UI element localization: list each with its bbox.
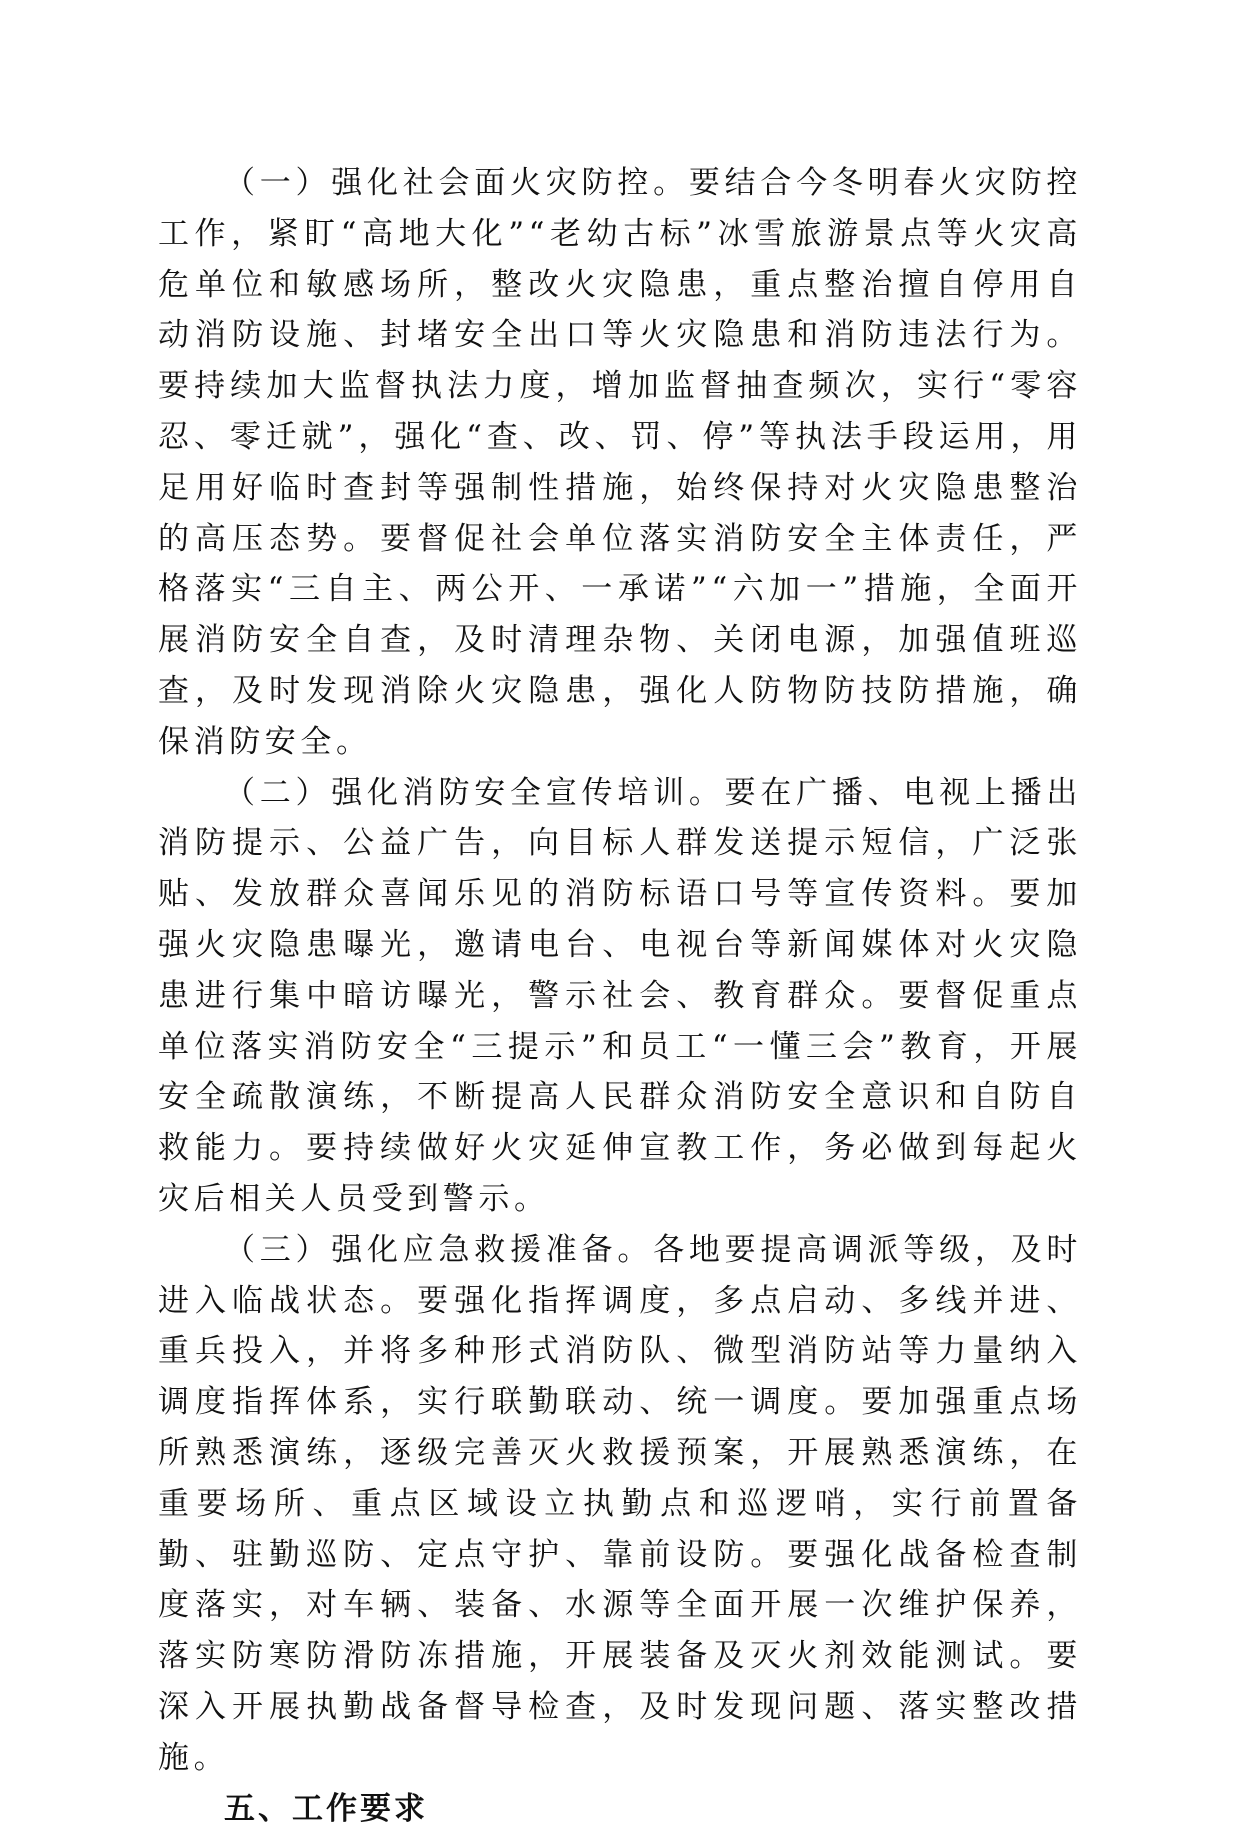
paragraph-fire-safety-publicity: （二）强化消防安全宣传培训。要在广播、电视上播出消防提示、公益广告，向目标人群发送提示短信，广泛张贴、发放群众喜闻乐见的消防标语口号等宣传资料。要加强火灾隐患曝光，邀请电台、电视台等新闻媒体对火灾隐患进行集中暗访曝光，警示社会、教育群众。要督促重点单位落实消防安全“三提示”和员工“一懂三会”教育，开展安全疏散演练，不断提高人民群众消防安全意识和自防自救能力。要持续做好火灾延伸宣教工作，务必做到每起火灾后相关人员受到警示。: [158, 768, 1082, 1225]
section-heading-work-requirements: 五、工作要求: [158, 1784, 1082, 1834]
document-body: [158, 158, 1082, 1834]
paragraph-emergency-rescue-preparation: （三）强化应急救援准备。各地要提高调派等级，及时进入临战状态。要强化指挥调度，多点启动、多线并进、重兵投入，并将多种形式消防队、微型消防站等力量纳入调度指挥体系，实行联勤联动、统一调度。要加强重点场所熟悉演练，逐级完善灭火救援预案，开展熟悉演练，在重要场所、重点区域设立执勤点和巡逻哨，实行前置备勤、驻勤巡防、定点守护、靠前设防。要强化战备检查制度落实，对车辆、装备、水源等全面开展一次维护保养，落实防寒防滑防冻措施，开展装备及灭火剂效能测试。要深入开展执勤战备督导检查，及时发现问题、落实整改措施。: [158, 1225, 1082, 1784]
paragraph-social-fire-control: （一）强化社会面火灾防控。要结合今冬明春火灾防控工作，紧盯“高地大化”“老幼古标”冰雪旅游景点等火灾高危单位和敏感场所，整改火灾隐患，重点整治擅自停用自动消防设施、封堵安全出口等火灾隐患和消防违法行为。要持续加大监督执法力度，增加监督抽查频次，实行“零容忍、零迁就”，强化“查、改、罚、停”等执法手段运用，用足用好临时查封等强制性措施，始终保持对火灾隐患整治的高压态势。要督促社会单位落实消防安全主体责任，严格落实“三自主、两公开、一承诺”“六加一”措施，全面开展消防安全自查，及时清理杂物、关闭电源，加强值班巡查，及时发现消除火灾隐患，强化人防物防技防措施，确保消防安全。: [158, 158, 1082, 768]
